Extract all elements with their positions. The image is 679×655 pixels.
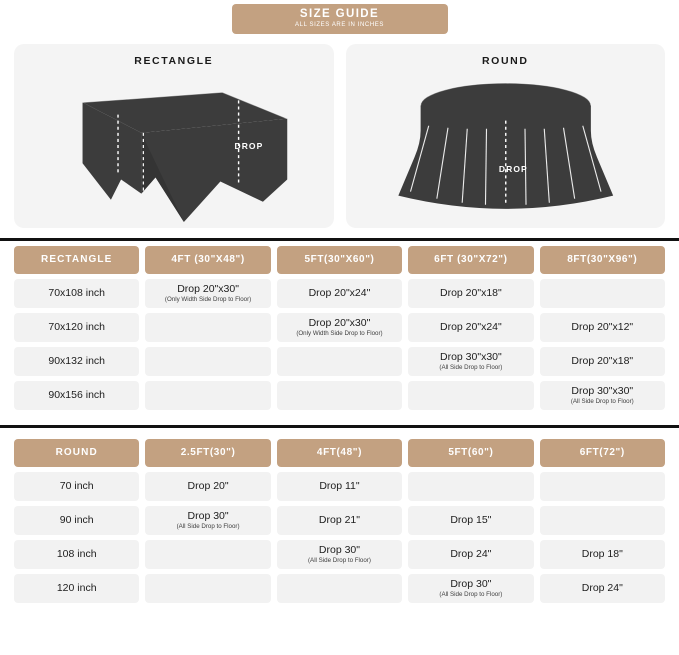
table-cell: 120 inch bbox=[14, 574, 139, 603]
round-size-table bbox=[8, 434, 671, 608]
page-title: SIZE GUIDE bbox=[299, 8, 380, 20]
rectangle-header-col4: 8FT(30"X96") bbox=[540, 246, 665, 274]
table-cell: Drop 20"x12" bbox=[540, 313, 665, 342]
table-cell: Drop 20" bbox=[145, 472, 270, 501]
table-cell: 90x156 inch bbox=[14, 381, 139, 410]
round-illustration-card bbox=[346, 44, 666, 228]
table-cell: 90 inch bbox=[14, 506, 139, 535]
round-section bbox=[0, 434, 679, 608]
table-cell: Drop 30" (All Side Drop to Floor) bbox=[408, 574, 533, 603]
table-cell bbox=[145, 381, 270, 410]
rectangle-table-icon bbox=[14, 70, 334, 222]
rectangle-drop-label: DROP bbox=[234, 141, 264, 152]
round-header-col3: 5FT(60") bbox=[408, 439, 533, 467]
table-row bbox=[14, 540, 665, 569]
table-header-row bbox=[14, 246, 665, 274]
table-row bbox=[14, 574, 665, 603]
header bbox=[0, 0, 679, 34]
table-row bbox=[14, 472, 665, 501]
table-cell: Drop 21" bbox=[277, 506, 402, 535]
rectangle-illustration-stage bbox=[14, 70, 334, 222]
round-illustration-title: ROUND bbox=[482, 55, 529, 67]
round-drop-label: DROP bbox=[498, 164, 528, 175]
table-cell: Drop 11" bbox=[277, 472, 402, 501]
rectangle-header-col1: 4FT (30"X48") bbox=[145, 246, 270, 274]
table-row bbox=[14, 313, 665, 342]
table-cell bbox=[277, 574, 402, 603]
rectangle-header-col0: RECTANGLE bbox=[14, 246, 139, 274]
table-row bbox=[14, 347, 665, 376]
rectangle-section bbox=[0, 241, 679, 415]
table-cell: Drop 20"x30" (Only Width Side Drop to Floor) bbox=[145, 279, 270, 308]
round-illustration-stage bbox=[346, 70, 666, 222]
table-cell: 90x132 inch bbox=[14, 347, 139, 376]
table-cell: 108 inch bbox=[14, 540, 139, 569]
table-cell bbox=[145, 540, 270, 569]
table-cell bbox=[145, 347, 270, 376]
table-cell: Drop 20"x30" (Only Width Side Drop to Floor) bbox=[277, 313, 402, 342]
table-header-row bbox=[14, 439, 665, 467]
rectangle-illustration-title: RECTANGLE bbox=[134, 55, 214, 67]
round-header-col4: 6FT(72") bbox=[540, 439, 665, 467]
rectangle-size-table bbox=[8, 241, 671, 415]
page-subtitle: ALL SIZES ARE IN INCHES bbox=[295, 22, 384, 28]
rectangle-header-col2: 5FT(30"X60") bbox=[277, 246, 402, 274]
illustration-row bbox=[0, 34, 679, 228]
table-cell bbox=[540, 279, 665, 308]
table-cell: Drop 30"x30" (All Side Drop to Floor) bbox=[408, 347, 533, 376]
table-cell bbox=[277, 381, 402, 410]
table-cell bbox=[145, 313, 270, 342]
table-cell: 70 inch bbox=[14, 472, 139, 501]
table-cell: Drop 20"x18" bbox=[540, 347, 665, 376]
table-cell bbox=[540, 472, 665, 501]
table-cell: Drop 15" bbox=[408, 506, 533, 535]
table-cell bbox=[408, 472, 533, 501]
table-row bbox=[14, 506, 665, 535]
table-cell: Drop 20"x24" bbox=[277, 279, 402, 308]
table-cell: Drop 30"x30" (All Side Drop to Floor) bbox=[540, 381, 665, 410]
table-cell: Drop 20"x18" bbox=[408, 279, 533, 308]
table-cell: Drop 18" bbox=[540, 540, 665, 569]
round-header-col0: ROUND bbox=[14, 439, 139, 467]
size-guide-banner bbox=[232, 4, 448, 34]
table-cell: Drop 30" (All Side Drop to Floor) bbox=[145, 506, 270, 535]
rectangle-header-col3: 6FT (30"X72") bbox=[408, 246, 533, 274]
table-cell bbox=[277, 347, 402, 376]
table-cell bbox=[540, 506, 665, 535]
round-header-col2: 4FT(48") bbox=[277, 439, 402, 467]
table-cell: Drop 20"x24" bbox=[408, 313, 533, 342]
table-cell: Drop 30" (All Side Drop to Floor) bbox=[277, 540, 402, 569]
round-header-col1: 2.5FT(30") bbox=[145, 439, 270, 467]
table-cell: 70x120 inch bbox=[14, 313, 139, 342]
table-cell: 70x108 inch bbox=[14, 279, 139, 308]
table-row bbox=[14, 279, 665, 308]
table-cell bbox=[145, 574, 270, 603]
rectangle-illustration-card bbox=[14, 44, 334, 228]
table-row bbox=[14, 381, 665, 410]
table-cell bbox=[408, 381, 533, 410]
table-cell: Drop 24" bbox=[540, 574, 665, 603]
table-cell: Drop 24" bbox=[408, 540, 533, 569]
round-table-icon bbox=[346, 70, 666, 222]
